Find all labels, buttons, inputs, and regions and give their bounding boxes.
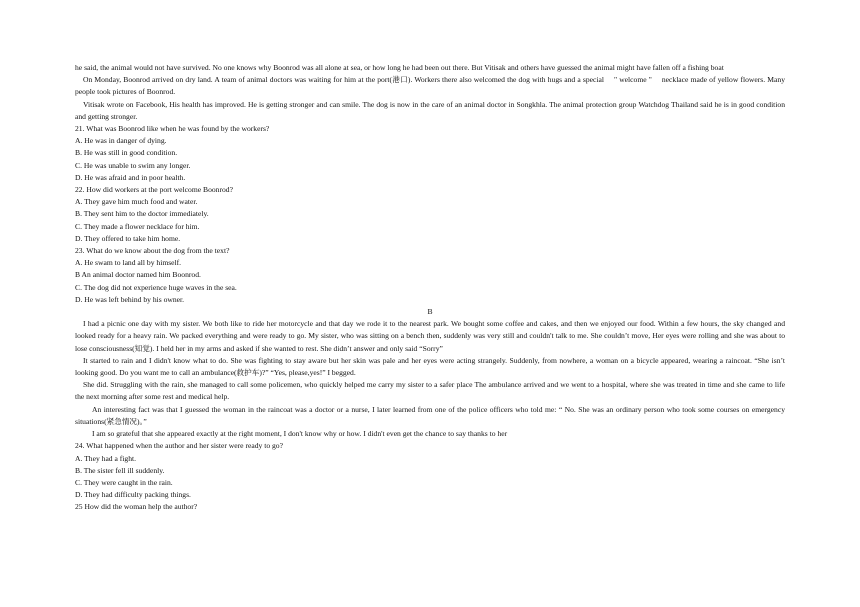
question-21-option-b: B. He was still in good condition. — [75, 148, 178, 158]
question-23-option-d: D. He was left behind by his owner. — [75, 294, 185, 304]
passage-b-paragraph-3: She did. Struggling with the rain, she managed to call some policemen, who quickly helped me carry my sister to a safer place The ambulance arrived and we went to a hospital, where she was treated in time and she came to life the next morning after some rest and medical help. — [75, 380, 785, 402]
question-23-stem: 23. What do we know about the dog from the text? — [75, 246, 230, 256]
question-22-stem: 22. How did workers at the port welcome Boonrod? — [75, 185, 233, 195]
question-24-stem: 24. What happened when the author and her sister were ready to go? — [75, 441, 283, 451]
question-25-stem: 25 How did the woman help the author? — [75, 502, 198, 512]
section-b-heading: B — [427, 307, 433, 317]
passage-a-paragraph-3: Vitisak wrote on Facebook, His health has improved. He is getting stronger and can smile. The dog is now in the care of an animal doctor in Songkhla. The animal protection group Watchdog Thailand said he is in good condition and getting stronger. — [75, 99, 785, 121]
question-23-option-a: A. He swam to land all by himself. — [75, 258, 182, 268]
exam-page — [75, 62, 785, 514]
passage-b-paragraph-1: I had a picnic one day with my sister. We both like to ride her motorcycle and that day we rode it to the nearest park. We bought some coffee and cakes, and then we enjoyed our food. Within a few hours, the sky changed and looked ready for a heavy rain. We packed everything and were ready to go. My sister, who was sitting on a bench then, suddenly was very still and couldn't talk to me. She couldn’t move, Her eyes were rolling and she was about to lose consciousness(知觉). I held her in my arms and asked if she wanted to rest. She didn’t answer and only said “Sorry” — [75, 319, 785, 353]
passage-a-paragraph-1: he said, the animal would not have survived. No one knows why Boonrod was all alone at sea, or how long he had been out there. But Vitisak and others have guessed the animal might have fallen off a fishing boat — [75, 63, 724, 72]
question-24-option-a: A. They had a fight. — [75, 453, 137, 463]
passage-a-paragraph-2: On Monday, Boonrod arrived on dry land. A team of animal doctors was waiting for him at the port(港口). Workers there also welcomed the dog with hugs and a special " welcome " necklace made of yellow flowers. Many people took pictures of Boonrod. — [75, 75, 785, 97]
question-22-option-a: A. They gave him much food and water. — [75, 197, 198, 207]
question-21-option-a: A. He was in danger of dying. — [75, 136, 167, 146]
question-22-option-d: D. They offered to take him home. — [75, 233, 181, 243]
question-24-option-c: C. They were caught in the rain. — [75, 477, 173, 487]
question-23-option-b: B An animal doctor named him Boonrod. — [75, 270, 201, 280]
question-24-option-d: D. They had difficulty packing things. — [75, 490, 191, 500]
question-24-option-b: B. The sister fell ill suddenly. — [75, 465, 165, 475]
question-21-option-c: C. He was unable to swim any longer. — [75, 160, 191, 170]
question-22-option-c: C. They made a flower necklace for him. — [75, 221, 200, 231]
question-21-stem: 21. What was Boonrod like when he was found by the workers? — [75, 124, 270, 134]
question-21-option-d: D. He was afraid and in poor health. — [75, 172, 186, 182]
passage-b-paragraph-2: It started to rain and I didn't know what to do. She was fighting to stay aware but her skin was pale and her eyes were acting strangely. Suddenly, from nowhere, a woman on a bicycle appeared, wearing a raincoat. “She isn’t looking good. Do you want me to call an ambulance(救护车)?” “Yes, please,yes!” I begged. — [75, 355, 785, 378]
passage-b-paragraph-4: An interesting fact was that I guessed the woman in the raincoat was a doctor or a nurse, I later learned from one of the police officers who told me: “ No. She was an ordinary person who took some courses on emergency situations(紧急情况)。” — [75, 404, 785, 426]
question-22-option-b: B. They sent him to the doctor immediately. — [75, 209, 209, 219]
passage-b-paragraph-5: I am so grateful that she appeared exactly at the right moment, I don't know why or how. I didn't even get the chance to say thanks to her — [92, 429, 508, 439]
question-23-option-c: C. The dog did not experience huge waves in the sea. — [75, 282, 237, 292]
